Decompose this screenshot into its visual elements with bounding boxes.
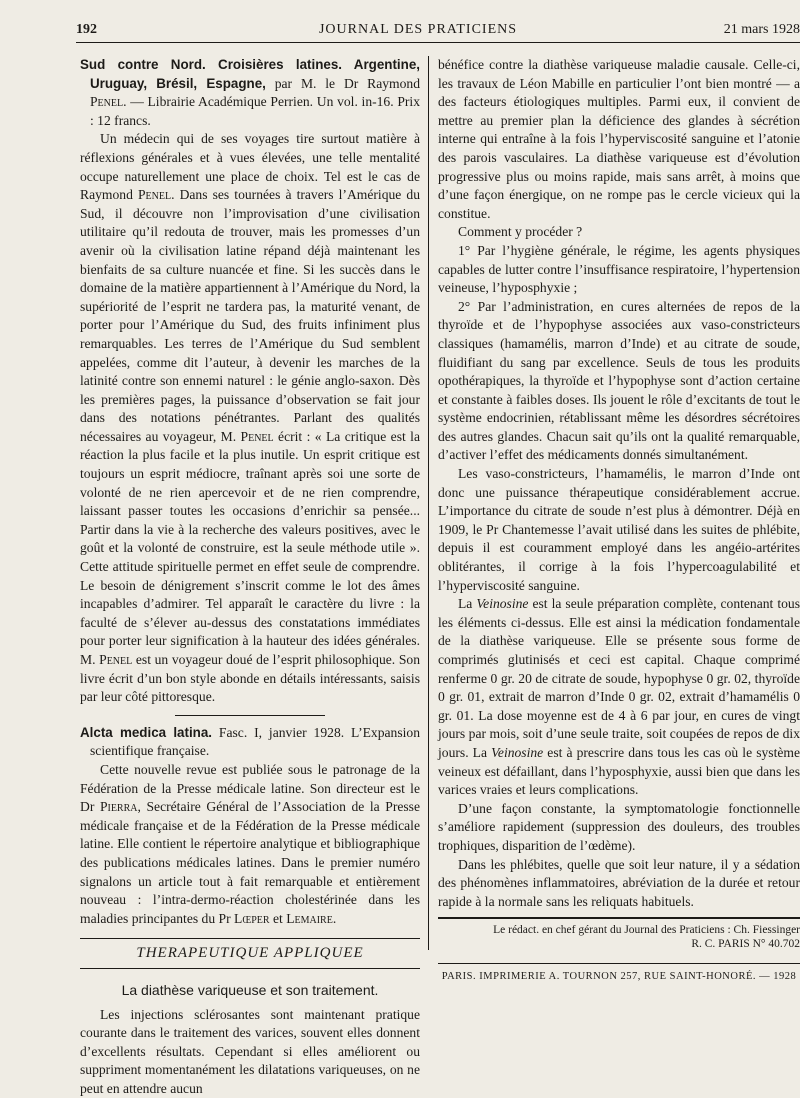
review-text: et	[270, 911, 287, 926]
article-text: La	[458, 596, 476, 611]
page-header	[76, 22, 800, 40]
page-number: 192	[76, 22, 97, 38]
author-name: Penel	[99, 652, 132, 667]
product-name: Veinosine	[476, 596, 528, 611]
article-text: est à prescrire dans tous les cas où le système veineux est défaillant, dans l’hyposphyxie, aussi bien que dans les varices vraies et leurs complications.	[438, 745, 800, 797]
review-subtitle: Fasc. I, janvier 1928. L’Expansion scientifique française.	[90, 725, 420, 759]
header-rule	[76, 42, 800, 43]
review-byline: par M. le Dr Raymond	[266, 76, 420, 91]
article-paragraph	[438, 595, 800, 800]
review-text: écrit : « La critique est la réaction la plus facile et la plus inutile. Un esprit critique est toujours un esprit médiocre, traînant après soi une sorte de volonté de ne rien apercevoir et de ne rien comprendre, laissant passer toutes les occasions d’enrichir sa pensée... Partir dans la vie à la recherche des valeurs positives, avec le goût et la volonté de construire, est la seule méthode utile ». Cette attitude spirituelle permet en effet seule de comprendre. Le besoin de dénigrement s’inscrit comme le lot des âmes incapables d’admirer. Tel apparaît le caractère du livre : la faculté de s’élever au-dessus des constatations immédiates pour porter leur signification à la hauteur des idées générales. M.	[80, 429, 420, 667]
review-title: Alcta medica latina.	[80, 725, 212, 740]
registry-line: R. C. PARIS N° 40.702	[438, 937, 800, 951]
author-name: Penel	[138, 187, 171, 202]
review-body	[80, 130, 420, 706]
review-author: Penel	[90, 94, 123, 109]
review-text: Cette nouvelle revue est publiée sous le patronage de la Fédération de la Presse médicale latine. Son directeur est le Dr	[80, 762, 420, 814]
article-title: La diathèse variqueuse et son traitement.	[80, 981, 420, 1000]
product-name: Veinosine	[491, 745, 543, 760]
article-paragraph: 1° Par l’hygiène générale, le régime, les agents physiques capables de lutter contre l’insuffisance respiratoire, l’hypertension veineuse, l’hyposphyxie ;	[438, 242, 800, 298]
issue-date: 21 mars 1928	[724, 22, 800, 38]
article-paragraph: D’une façon constante, la symptomatologie fonctionnelle s’améliore rapidement (suppression des douleurs, des troubles trophiques, disparition de l’œdème).	[438, 800, 800, 856]
article-intro: Les injections sclérosantes sont maintenant pratique courante dans le traitement des varices, souvent elles donnent d’excellents résultats. Cependant si elles améliorent ou suppriment momentanément les dilatations variqueuses, on ne peut en attendre aucun	[80, 1006, 420, 1098]
journal-title: JOURNAL DES PRATICIENS	[76, 22, 760, 38]
review-penel	[80, 56, 420, 707]
column-divider	[428, 56, 429, 950]
review-heading	[80, 56, 420, 130]
review-publisher: . — Librairie Académique Perrien. Un vol. in-16. Prix : 12 francs.	[90, 94, 420, 128]
review-text: .	[333, 911, 336, 926]
review-body	[80, 761, 420, 928]
article-paragraph: Comment y procéder ?	[438, 223, 800, 242]
article-paragraph: Les vaso-constricteurs, l’hamamélis, le marron d’Inde ont donc une puissance thérapeutique considérablement accrue. L’importance du citrate de soude n’est plus à démontrer. Déjà en 1909, le Pr Chantemesse l’avait utilisé dans les suites de phlébite, depuis il est couramment employé dans les angéio-artérites oblitérantes, il corrige à la fois l’hypercoagulabilité et l’hyperviscosité sanguine.	[438, 465, 800, 595]
review-acta-medica	[80, 724, 420, 929]
person-name: Lœper	[234, 911, 270, 926]
editor-line: Le rédact. en chef gérant du Journal des Praticiens : Ch. Fiessinger	[438, 923, 800, 937]
review-heading	[80, 724, 420, 761]
closing-rule	[438, 917, 800, 919]
article-paragraph: bénéfice contre la diathèse variqueuse maladie causale. Celle-ci, les travaux de Léon Mabille en particulier l’ont bien montré — a des facteurs étiologiques multiples. Parmi eux, il convient de mettre au premier plan la déficience des glandes à sécrétion interne qui entraîne à la fois l’hyperviscosité sanguine et l’atonie des parois vasculaires. La diathèse variqueuse est d’évolution progressive plus ou moins rapide, mais sans arrêt, à moins que d’une façon énergique, on ne rompe pas le cercle vicieux qui la constitue.	[438, 56, 800, 223]
person-name: Pierra	[100, 799, 138, 814]
review-text: est un voyageur doué de l’esprit philosophique. Son livre écrit d’un bon style abonde en détails intéressants, saisis par leur côté pittoresque.	[80, 652, 420, 704]
review-text: , Secrétaire Général de l’Association de la Presse médicale française et de la Fédération de la Presse médicale latine. Elle contient le répertoire analytique et bibliographique des publications médicales latines. Dans le premier numéro signalons un article tout à fait remarquable et entièrement nouveau : l’intra-dermo-réaction cholestérinée dans les maladies principantes du Pr	[80, 799, 420, 926]
person-name: Lemaire	[286, 911, 333, 926]
article-paragraph: Dans les phlébites, quelle que soit leur nature, il y a sédation des phénomènes inflammatoires, abréviation de la durée et retour rapide à la normale sans les reliquats habituels.	[438, 856, 800, 912]
left-column	[80, 56, 420, 1098]
right-column	[438, 56, 800, 987]
author-name: Penel	[241, 429, 274, 444]
article-text: est la seule préparation complète, contenant tous les éléments ci-dessus. Elle est ainsi la médication fondamentale de la diathèse variqueuse. Elle se présente sous forme de comprimés glutinisés et ceci est capital. Chaque comprimé renferme 0 gr. 20 de citrate de soude, hypophyse 0 gr. 02, thyroïde 0 gr. 01, extrait de marron d’Inde 0 gr. 02, extrait d’hamamélis 0 gr. 01. La dose moyenne est de 4 à 6 par jour, en cures de vingt jours par mois, soit d’une seule traite, soit coupées de repos de dix jours. La	[438, 596, 800, 760]
article-paragraph: 2° Par l’administration, en cures alternées de repos de la thyroïde et de l’hypophyse associées aux vaso-constricteurs classiques (hamamélis, marron d’Inde) et au citrate de soude, fluidifiant du sang par excellence. Seuls de tous les produits opothérapiques, la thyroïde et l’hypophyse sont d’action certaine et constante à faibles doses. Ils jouent le rôle d’excitants de tout le système endocrinien, rétablissant même les désordres sécrétoires des autres glandes. Chacun sait qu’ils ont la qualité remarquable, d’activer l’effet des médicaments donnés simultanément.	[438, 298, 800, 465]
review-text: Un médecin qui de ses voyages tire surtout matière à réflexions générales et à vues élevées, une telle mentalité occupe naturellement une place de choix. Tel est le cas de Raymond	[80, 131, 420, 202]
editor-credit	[438, 923, 800, 951]
printer-imprint: PARIS. IMPRIMERIE A. TOURNON 257, RUE SAINT-HONORÉ. — 1928	[438, 963, 800, 987]
review-title: Sud contre Nord. Croisières latines. Argentine, Uruguay, Brésil, Espagne,	[80, 57, 420, 91]
separator	[175, 715, 325, 716]
section-title: THERAPEUTIQUE APPLIQUEE	[80, 938, 420, 969]
review-text: . Dans ses tournées à travers l’Amérique du Sud, il découvre non l’improvisation d’une civilisation utilitaire qu’il redouta de trouver, mais les promesses d’un avenir où la civilisation latine répand déjà maintenant les bienfaits de sa culture nuancée et fine. Si les succès dans le domaine de la matière appartiennent à l’Amérique du Nord, la supériorité de l’esprit ne tardera pas, la maturité venant, de porter pour l’Amérique du Sud, des fruits infiniment plus remarquables. Les terres de l’Amérique du Sud semblent appelées, comme dit l’auteur, à devenir les marches de la latinité contre son ennemi naturel : le génie anglo-saxon. Dès les premières pages, la puissance d’observation se fait jour dans des notations pénétrantes. Parlant des qualités nécessaires au voyageur, M.	[80, 187, 420, 444]
